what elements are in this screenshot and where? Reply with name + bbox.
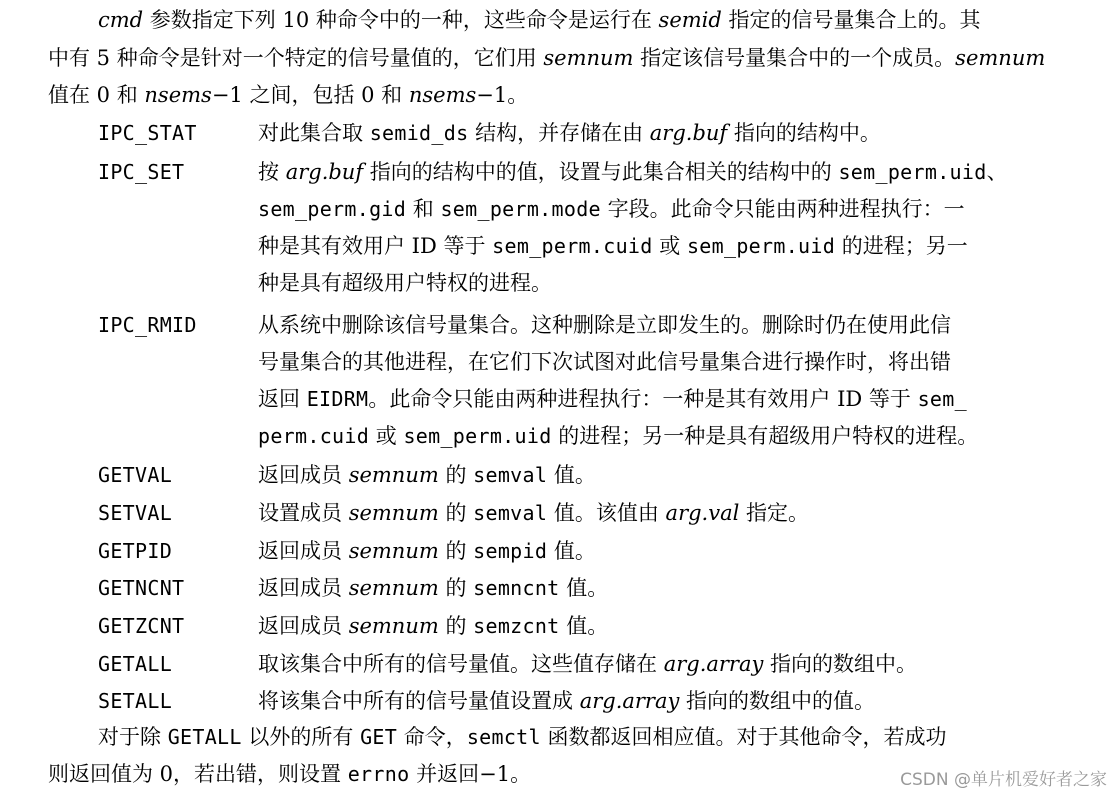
text-run: 的进程；另一	[835, 234, 968, 258]
text-run: perm.cuid	[258, 424, 370, 448]
command-desc-getall	[258, 646, 1100, 683]
text-run: sem_perm.uid	[403, 424, 552, 448]
command-desc-getval	[258, 457, 1100, 494]
text-run: 的	[438, 501, 474, 525]
italic-term: semnum	[348, 539, 439, 563]
text-run: 值。	[559, 614, 609, 638]
command-term-setval: SETVAL	[98, 501, 173, 525]
text-run: 返回成员	[258, 463, 349, 487]
intro-text: 值在 0 和	[48, 83, 145, 107]
command-term-getall: GETALL	[98, 652, 173, 676]
italic-term: arg.val	[665, 501, 740, 525]
intro-arg-semid: semid	[658, 8, 722, 32]
text-run: 并返回−1。	[409, 762, 532, 786]
text-run: 以外的所有	[241, 725, 361, 749]
outro-line-1	[98, 722, 947, 752]
text-run: 设置成员	[258, 501, 349, 525]
text-run: 指向的数组中的值。	[679, 689, 876, 713]
text-run: 结构，并存储在由	[468, 121, 650, 145]
text-run: 返回成员	[258, 614, 349, 638]
command-term-getzcnt: GETZCNT	[98, 614, 185, 638]
text-run: semval	[473, 501, 548, 525]
text-run: sem_	[917, 387, 967, 411]
text-run: semval	[473, 463, 548, 487]
italic-term: arg.buf	[649, 121, 728, 145]
description-line	[258, 495, 1100, 532]
csdn-watermark: CSDN @单片机爱好者之家	[900, 770, 1107, 790]
command-term-getval: GETVAL	[98, 463, 173, 487]
text-run: 值。该值由	[547, 501, 666, 525]
text-run: semid_ds	[369, 121, 469, 145]
description-line	[258, 115, 1100, 152]
text-run: 的	[438, 576, 474, 600]
description-line	[258, 154, 1100, 191]
command-desc-ipc-rmid	[258, 307, 1100, 455]
text-run: 将该集合中所有的信号量值设置成	[258, 689, 580, 713]
intro-text: 指定的信号量集合上的。其	[721, 8, 981, 32]
text-run: GETALL	[167, 725, 242, 749]
description-line	[258, 418, 1100, 455]
text-run: 指向的结构中。	[727, 121, 881, 145]
text-run: 按	[258, 160, 286, 184]
intro-text: −1 之间，包括 0 和	[211, 83, 409, 107]
description-line	[258, 265, 1100, 302]
text-run: semncnt	[473, 576, 560, 600]
description-line	[258, 191, 1100, 228]
command-desc-ipc-set	[258, 154, 1100, 302]
text-run: 指定。	[739, 501, 810, 525]
text-run: 号量集合的其他进程，在它们下次试图对此信号量集合进行操作时，将出错	[258, 350, 951, 374]
text-run: GET	[360, 725, 398, 749]
intro-arg-nsems: nsems	[408, 83, 477, 107]
command-desc-getzcnt	[258, 608, 1100, 645]
italic-term: semnum	[348, 463, 439, 487]
italic-term: semnum	[348, 614, 439, 638]
command-term-getpid: GETPID	[98, 539, 173, 563]
description-line	[258, 608, 1100, 645]
text-run: 或	[652, 234, 687, 258]
text-run: 值。	[559, 576, 609, 600]
intro-line-2	[48, 43, 1045, 73]
text-run: sem_perm.uid	[838, 160, 987, 184]
command-term-ipc-rmid: IPC_RMID	[98, 313, 197, 337]
text-run: sempid	[473, 539, 548, 563]
description-line	[258, 683, 1100, 720]
description-line	[258, 228, 1100, 265]
intro-line-3	[48, 80, 528, 110]
text-run: sem_perm.uid	[686, 234, 836, 258]
italic-term: arg.array	[579, 689, 680, 713]
text-run: 的	[438, 614, 474, 638]
text-run: 命令，	[397, 725, 467, 749]
text-run: 或	[369, 424, 404, 448]
text-run: 对于除	[98, 725, 168, 749]
text-run: 指向的结构中的值，设置与此集合相关的结构中的	[363, 160, 839, 184]
text-run: semctl	[466, 725, 541, 749]
text-run: semzcnt	[473, 614, 560, 638]
command-desc-ipc-stat	[258, 115, 1100, 152]
text-run: 的	[438, 539, 474, 563]
intro-text: −1。	[476, 83, 529, 107]
intro-arg-cmd: cmd	[98, 8, 144, 32]
text-run: 返回	[258, 387, 307, 411]
command-desc-getncnt	[258, 570, 1100, 607]
outro-line-2	[48, 759, 531, 789]
description-line	[258, 457, 1100, 494]
intro-text: 中有 5 种命令是针对一个特定的信号量值的，它们用	[48, 46, 544, 70]
text-run: 种是具有超级用户特权的进程。	[258, 271, 552, 295]
text-run: 指向的数组中。	[763, 652, 918, 676]
text-run: 、	[986, 160, 1008, 184]
text-run: errno	[347, 762, 410, 786]
intro-text: 参数指定下列 10 种命令中的一种，这些命令是运行在	[143, 8, 659, 32]
italic-term: semnum	[348, 501, 439, 525]
description-line	[258, 533, 1100, 570]
text-run: 的	[438, 463, 474, 487]
description-line	[258, 307, 1100, 344]
command-desc-setval	[258, 495, 1100, 532]
text-run: EIDRM	[306, 387, 369, 411]
text-run: 取该集合中所有的信号量值。这些值存储在	[258, 652, 664, 676]
text-run: 则返回值为 0，若出错，则设置	[48, 762, 348, 786]
text-run: 返回成员	[258, 539, 349, 563]
intro-arg-semnum: semnum	[543, 46, 634, 70]
command-desc-setall	[258, 683, 1100, 720]
command-desc-getpid	[258, 533, 1100, 570]
text-run: sem_perm.gid	[258, 197, 407, 221]
text-run: 函数都返回相应值。对于其他命令，若成功	[540, 725, 947, 749]
description-line	[258, 570, 1100, 607]
intro-line-1	[98, 5, 981, 35]
command-term-setall: SETALL	[98, 689, 173, 713]
text-run: 值。	[547, 463, 596, 487]
text-run: 返回成员	[258, 576, 349, 600]
text-run: 。此命令只能由两种进程执行：一种是其有效用户 ID 等于	[368, 387, 918, 411]
text-run: 值。	[547, 539, 596, 563]
italic-term: arg.buf	[285, 160, 364, 184]
intro-arg-semnum: semnum	[955, 46, 1046, 70]
text-run: 字段。此命令只能由两种进程执行：一	[600, 197, 965, 221]
intro-arg-nsems: nsems	[144, 83, 212, 107]
command-term-ipc-set: IPC_SET	[98, 160, 185, 184]
text-run: sem_perm.cuid	[492, 234, 653, 258]
text-run: 从系统中删除该信号量集合。这种删除是立即发生的。删除时仍在使用此信	[258, 313, 951, 337]
intro-text: 指定该信号量集合中的一个成员。	[633, 46, 956, 70]
command-term-getncnt: GETNCNT	[98, 576, 185, 600]
text-run: 和	[406, 197, 441, 221]
text-run: 的进程；另一种是具有超级用户特权的进程。	[551, 424, 979, 448]
text-run: 种是其有效用户 ID 等于	[258, 234, 493, 258]
description-line	[258, 646, 1100, 683]
description-line	[258, 344, 1100, 381]
text-run: 对此集合取	[258, 121, 370, 145]
italic-term: arg.array	[663, 652, 764, 676]
description-line	[258, 381, 1100, 418]
italic-term: semnum	[348, 576, 439, 600]
text-run: sem_perm.mode	[440, 197, 601, 221]
command-term-ipc-stat: IPC_STAT	[98, 121, 197, 145]
